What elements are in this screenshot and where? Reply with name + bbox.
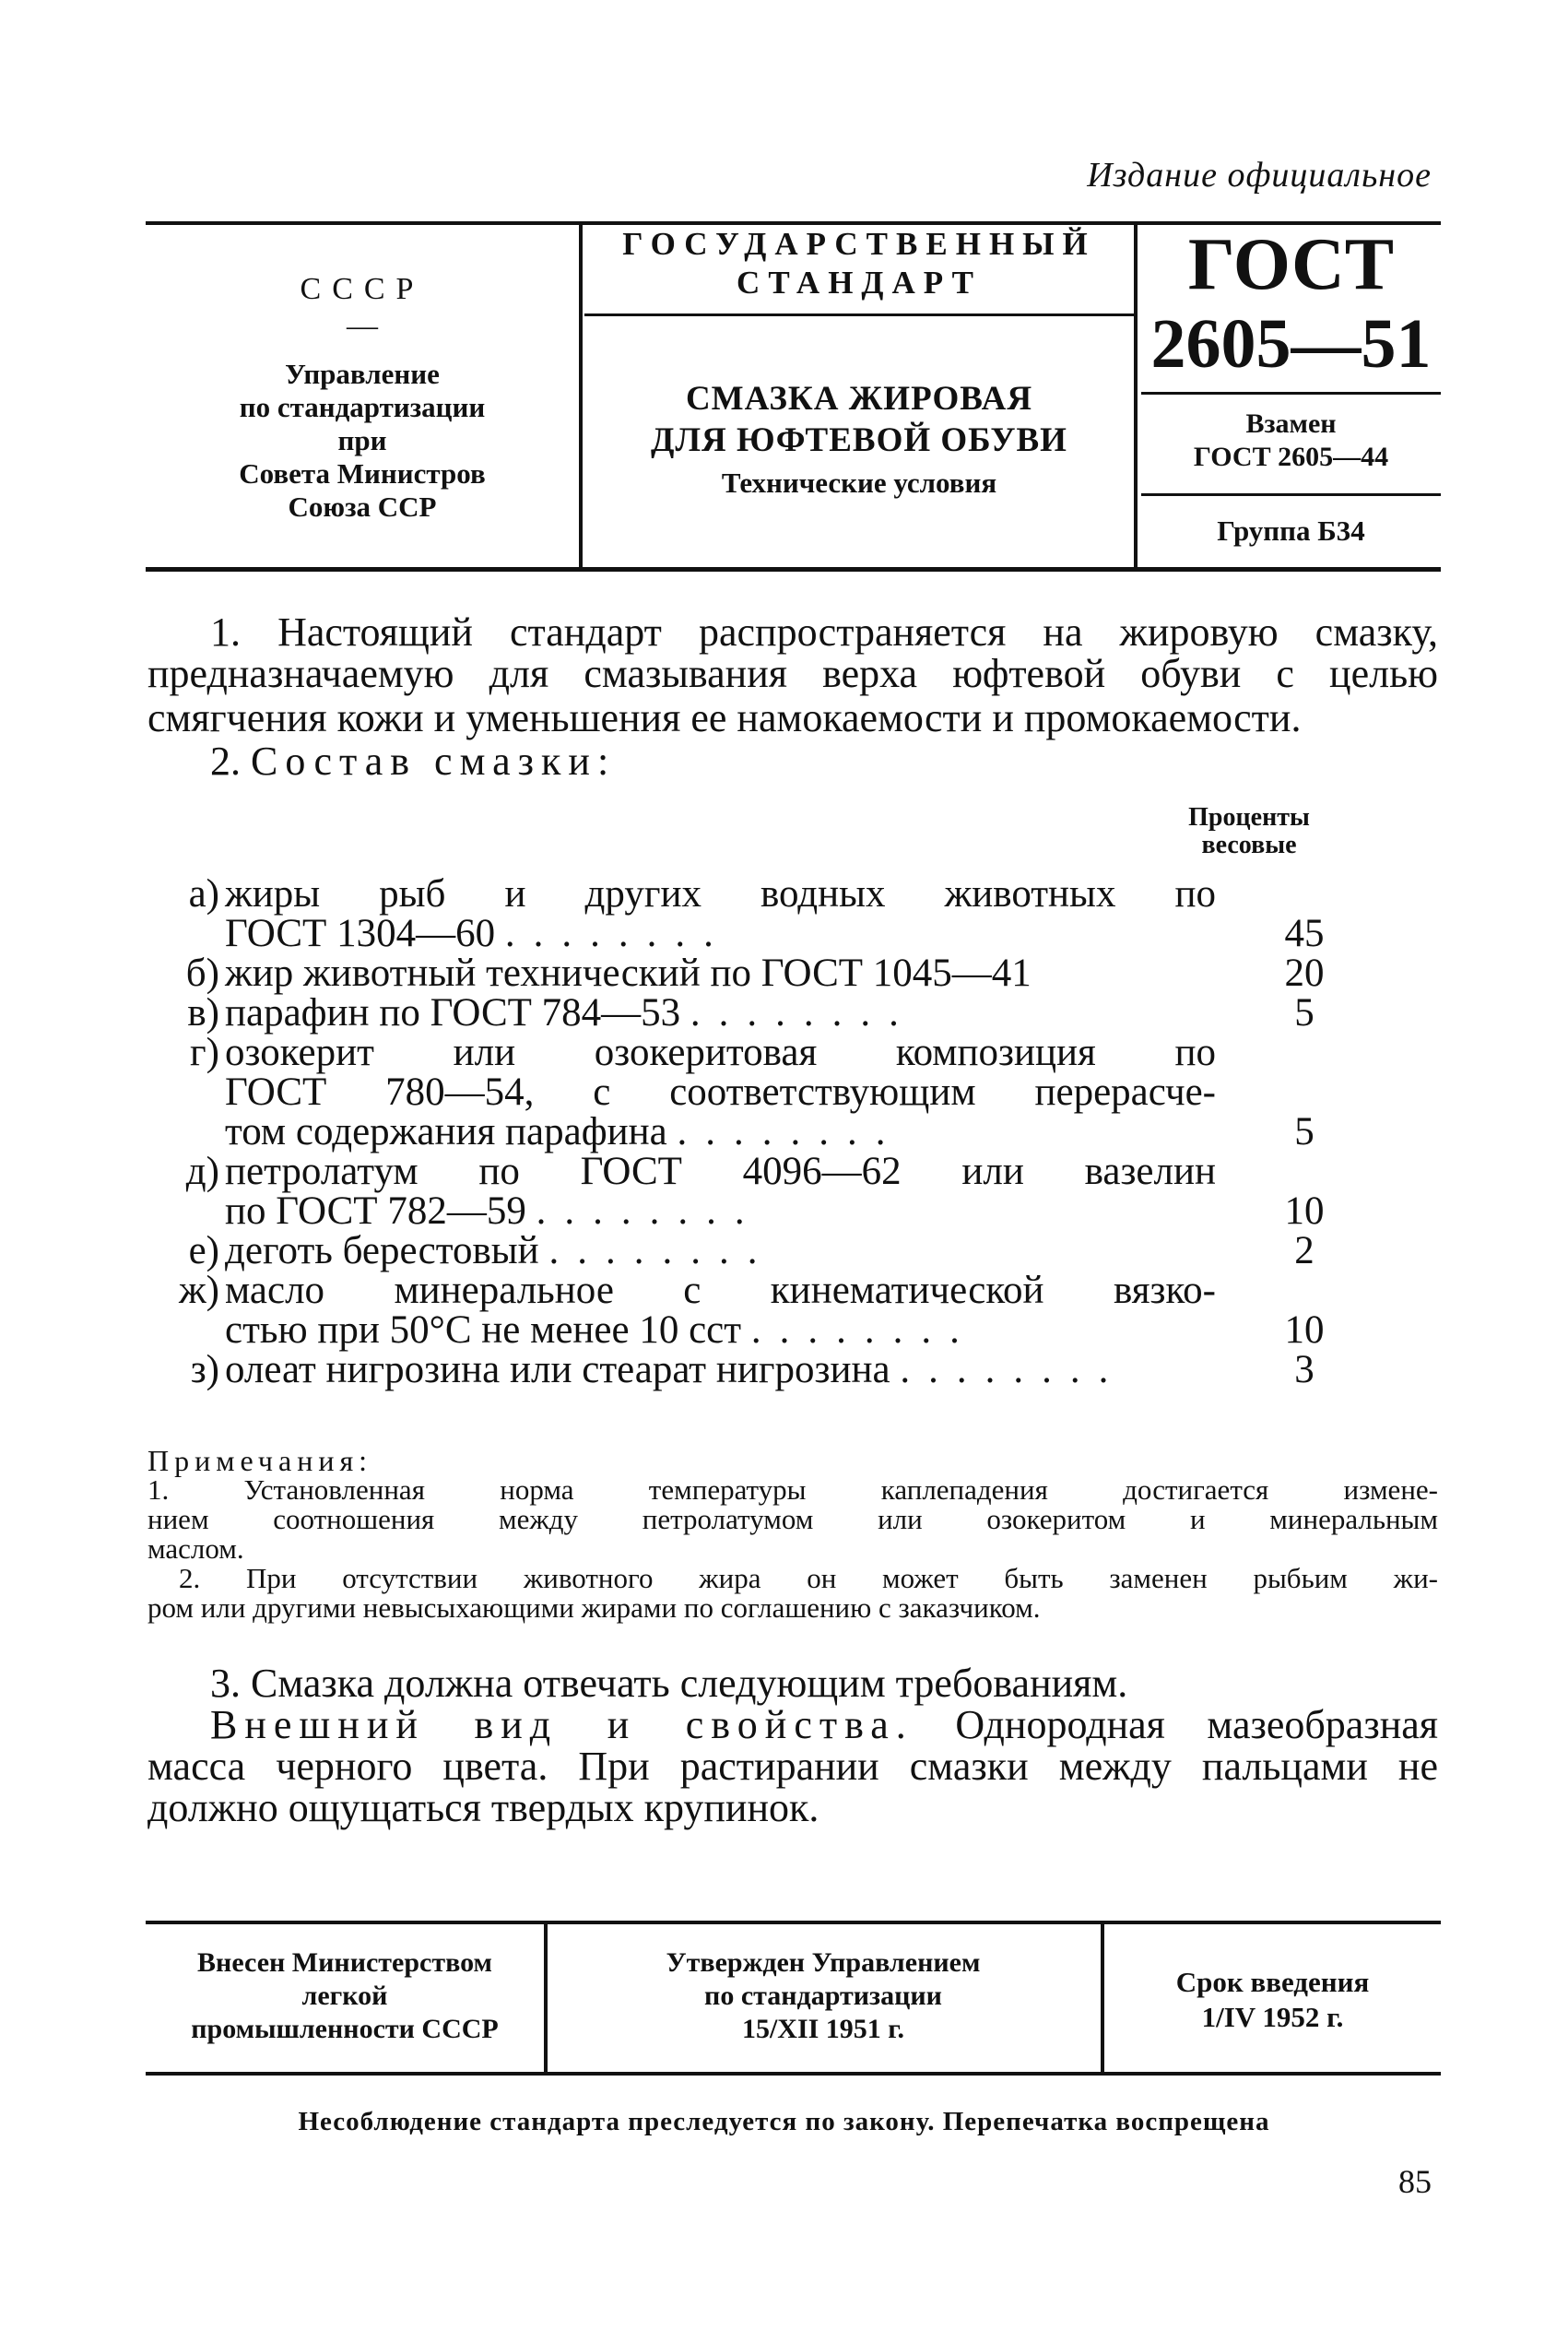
note-line: 1. Установленная норма температуры каплепадения достигается измене- bbox=[147, 1473, 1438, 1506]
item-percent: 3 bbox=[1294, 1348, 1315, 1391]
footer-line: легкой bbox=[301, 1981, 388, 2011]
authority-line: Управление bbox=[285, 358, 440, 390]
state-standard-line: СТАНДАРТ bbox=[737, 265, 982, 301]
section-1-paragraph bbox=[147, 611, 1438, 694]
authority-line: Совета Министров bbox=[239, 457, 486, 490]
footer-line: промышленности СССР bbox=[191, 2014, 499, 2044]
authority-name bbox=[146, 358, 579, 524]
section-2-number: 2. bbox=[210, 739, 241, 784]
composition-item bbox=[147, 1033, 1438, 1072]
item-text: стью при 50°С не менее 10 сст bbox=[225, 1308, 742, 1352]
item-text: ГОСТ 780—54, с соответствующим перерасче- bbox=[225, 1070, 1216, 1114]
title-divider bbox=[584, 313, 1134, 316]
item-percent: 45 bbox=[1284, 912, 1325, 955]
percent-header-line: Проценты bbox=[1188, 803, 1310, 832]
item-text: по ГОСТ 782—59 bbox=[225, 1189, 526, 1233]
leader-dots: ........ bbox=[690, 991, 917, 1035]
item-text: масло минеральное с кинематической вязко- bbox=[225, 1269, 1216, 1312]
section-1-line bbox=[147, 611, 1438, 653]
notes-block bbox=[147, 1446, 1438, 1623]
section-1-number: 1. bbox=[210, 609, 241, 655]
item-label: з) bbox=[190, 1348, 219, 1391]
replaces-label bbox=[1141, 408, 1441, 474]
item-percent: 10 bbox=[1284, 1308, 1325, 1352]
state-standard-line: ГОСУДАРСТВЕННЫЙ bbox=[622, 226, 1096, 262]
footer-line: 1/IV 1952 г. bbox=[1201, 2001, 1344, 2033]
page-number: 85 bbox=[1398, 2163, 1432, 2200]
authority-line: по стандартизации bbox=[239, 391, 486, 423]
item-percent: 20 bbox=[1284, 952, 1325, 995]
introduced-by-cell bbox=[146, 1946, 544, 2046]
notes-heading: Примечания: bbox=[147, 1444, 373, 1477]
authority-line: при bbox=[337, 424, 387, 456]
dash: — bbox=[347, 309, 378, 343]
item-label: ж) bbox=[178, 1269, 219, 1312]
note-line: ром или другими невысыхающими жирами по соглашению с заказчиком. bbox=[147, 1591, 1041, 1624]
standard-title-cell bbox=[584, 221, 1134, 572]
section-1-line: смягчения кожи и уменьшения ее намокаемости и промокаемости. bbox=[147, 695, 1302, 740]
gost-number-cell bbox=[1141, 221, 1441, 572]
footer-line: 15/XII 1951 г. bbox=[741, 2014, 905, 2044]
item-text: озокерит или озокеритовая композиция по bbox=[225, 1031, 1216, 1074]
standard-title bbox=[584, 378, 1134, 461]
percent-column-header bbox=[1180, 804, 1318, 859]
item-text: деготь берестовый bbox=[225, 1229, 539, 1272]
composition-item bbox=[147, 993, 1438, 1033]
header-divider bbox=[579, 221, 583, 572]
replaces-line: Взамен bbox=[1245, 408, 1337, 439]
leader-dots: ........ bbox=[504, 912, 732, 955]
item-text: олеат нигрозина или стеарат нигрозина bbox=[225, 1348, 890, 1391]
item-text: петролатум по ГОСТ 4096—62 или вазелин bbox=[225, 1150, 1216, 1193]
gost-number: 2605—51 bbox=[1150, 305, 1432, 383]
legal-notice: Несоблюдение стандарта преследуется по закону. Перепечатка воспрещена bbox=[298, 2107, 1270, 2136]
footer-line: Срок введения bbox=[1175, 1966, 1370, 1998]
issuing-authority-cell bbox=[146, 221, 579, 572]
note-line: 2. При отсутствии животного жира он может быть заменен рыбьим жи- bbox=[179, 1562, 1438, 1594]
approved-by-cell bbox=[551, 1946, 1095, 2046]
edition-label: Издание официальное bbox=[1087, 156, 1432, 195]
footer-line: по стандартизации bbox=[704, 1981, 942, 2011]
composition-item bbox=[147, 874, 1438, 914]
item-label: б) bbox=[185, 952, 219, 995]
standard-subtitle: Технические условия bbox=[721, 467, 997, 499]
leader-dots: ........ bbox=[536, 1189, 763, 1233]
header-bottom-rule bbox=[146, 567, 1441, 572]
note-line: нием соотношения между петролатумом или озокеритом и минеральным bbox=[147, 1503, 1438, 1535]
section-3-text: Однородная мазеобразная bbox=[955, 1702, 1439, 1747]
percent-header-line: весовые bbox=[1201, 831, 1297, 859]
composition-item bbox=[147, 1152, 1438, 1191]
item-label: д) bbox=[185, 1150, 219, 1193]
item-percent: 5 bbox=[1294, 991, 1315, 1035]
footer-top-rule bbox=[146, 1921, 1441, 1924]
title-line: ДЛЯ ЮФТЕВОЙ ОБУВИ bbox=[651, 421, 1067, 459]
composition-item-continuation bbox=[147, 1310, 1438, 1350]
composition-item-continuation bbox=[147, 1112, 1438, 1152]
title-line: СМАЗКА ЖИРОВАЯ bbox=[685, 380, 1033, 418]
effective-date-cell bbox=[1104, 1965, 1441, 2035]
footer-line: Внесен Министерством bbox=[197, 1947, 492, 1978]
item-percent: 5 bbox=[1294, 1110, 1315, 1153]
group-label: Группа Б34 bbox=[1217, 514, 1365, 547]
composition-item bbox=[147, 953, 1438, 993]
authority-line: Союза ССР bbox=[288, 491, 437, 523]
leader-dots: ........ bbox=[548, 1229, 776, 1272]
section-3-line bbox=[147, 1704, 1438, 1745]
group-divider bbox=[1141, 493, 1441, 496]
item-text: жир животный технический по ГОСТ 1045—41 bbox=[225, 952, 1032, 995]
composition-item-continuation bbox=[147, 1072, 1438, 1112]
item-percent: 10 bbox=[1284, 1189, 1325, 1233]
gost-divider bbox=[1141, 392, 1441, 395]
item-text: жиры рыб и других водных животных по bbox=[225, 872, 1216, 916]
gost-word: ГОСТ bbox=[1187, 224, 1395, 305]
composition-item-continuation bbox=[147, 1191, 1438, 1231]
item-label: г) bbox=[190, 1031, 219, 1074]
header-table bbox=[146, 221, 1441, 572]
item-label: е) bbox=[188, 1229, 219, 1272]
item-label: в) bbox=[187, 991, 219, 1035]
header-divider bbox=[1134, 221, 1138, 572]
section-3-paragraph bbox=[147, 1704, 1438, 1828]
item-label: а) bbox=[188, 872, 219, 916]
item-text: ГОСТ 1304—60 bbox=[225, 912, 496, 955]
section-3-line: должно ощущаться твердых крупинок. bbox=[147, 1785, 819, 1830]
section-3-line: масса черного цвета. При растирании смазки между пальцами не bbox=[147, 1744, 1438, 1789]
leader-dots: ........ bbox=[900, 1348, 1127, 1391]
item-text: парафин по ГОСТ 784—53 bbox=[225, 991, 681, 1035]
country-label: СССР bbox=[300, 272, 425, 306]
section-1-text: Настоящий стандарт распространяется на жировую смазку, bbox=[277, 609, 1438, 655]
footer-table bbox=[146, 1921, 1441, 2076]
section-2-title: Состав смазки: bbox=[251, 739, 617, 784]
appearance-heading: Внешний вид и свойства. bbox=[210, 1702, 914, 1747]
leader-dots: ........ bbox=[750, 1308, 978, 1352]
item-percent: 2 bbox=[1294, 1229, 1315, 1272]
section-2-heading bbox=[210, 738, 616, 785]
state-standard-label bbox=[584, 225, 1134, 302]
note-line: маслом. bbox=[147, 1532, 244, 1565]
section-1-line: предназначаемую для смазывания верха юфтевой обуви с целью bbox=[147, 651, 1438, 696]
composition-list bbox=[147, 874, 1438, 1390]
composition-item bbox=[147, 1350, 1438, 1390]
footer-line: Утвержден Управлением bbox=[666, 1947, 981, 1978]
footer-divider bbox=[544, 1921, 548, 2076]
section-3-heading: 3. Смазка должна отвечать следующим требованиям. bbox=[210, 1661, 1128, 1706]
leader-dots: ........ bbox=[677, 1110, 904, 1153]
item-text: том содержания парафина bbox=[225, 1110, 667, 1153]
replaces-line: ГОСТ 2605—44 bbox=[1193, 442, 1389, 472]
composition-item-continuation bbox=[147, 914, 1438, 953]
composition-item bbox=[147, 1231, 1438, 1271]
composition-item bbox=[147, 1271, 1438, 1310]
footer-bottom-rule bbox=[146, 2072, 1441, 2076]
